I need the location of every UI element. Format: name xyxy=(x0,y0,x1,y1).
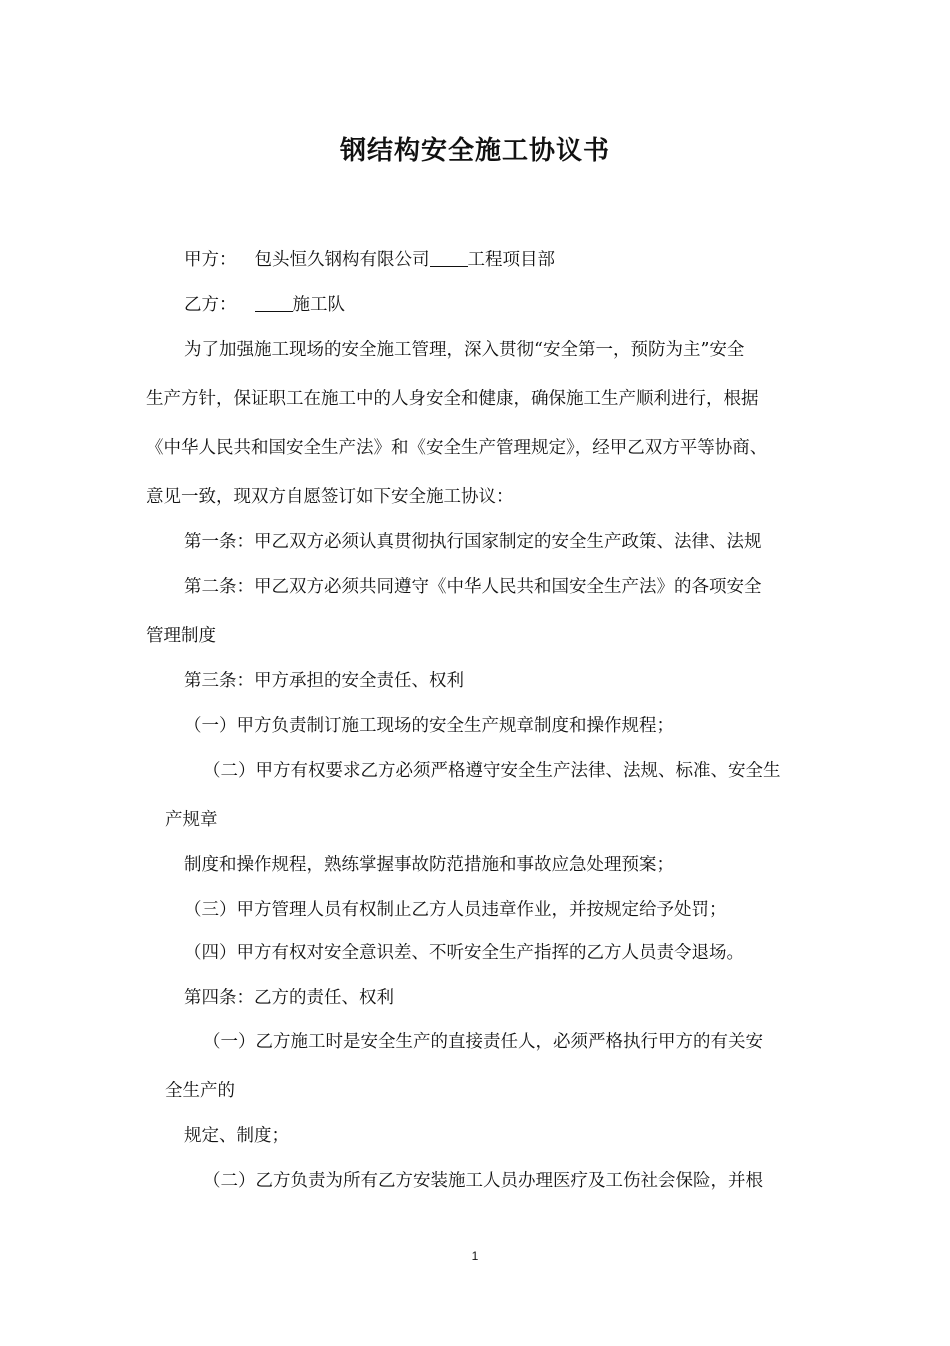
article-3-heading: 第三条：甲方承担的安全责任、权利 xyxy=(184,671,464,691)
article-3-item-cont: 制度和操作规程，熟练掌握事故防范措施和事故应急处理预案； xyxy=(184,855,674,875)
article-4-item: （一）乙方施工时是安全生产的直接责任人，必须严格执行甲方的有关安 xyxy=(203,1032,763,1052)
party-b-line xyxy=(184,293,345,317)
party-b-suffix: 施工队 xyxy=(292,295,345,315)
party-a-name: 包头恒久钢构有限公司 xyxy=(254,250,430,270)
document-title: 钢结构安全施工协议书 xyxy=(339,136,610,166)
article-3-item: （四）甲方有权对安全意识差、不听安全生产指挥的乙方人员责令退场。 xyxy=(184,943,744,963)
party-a-line xyxy=(184,248,555,272)
page-number: 1 xyxy=(471,1249,479,1263)
article-3-item: （一）甲方负责制订施工现场的安全生产规章制度和操作规程； xyxy=(184,716,674,736)
article-4-item-cont: 全生产的 xyxy=(165,1081,235,1101)
article-1: 第一条：甲乙双方必须认真贯彻执行国家制定的安全生产政策、法律、法规 xyxy=(184,532,762,552)
article-4-heading: 第四条：乙方的责任、权利 xyxy=(184,988,394,1008)
intro-line: 意见一致，现双方自愿签订如下安全施工协议： xyxy=(146,487,514,507)
article-4-item: （二）乙方负责为所有乙方安装施工人员办理医疗及工伤社会保险，并根 xyxy=(203,1171,763,1191)
intro-line: 《中华人民共和国安全生产法》和《安全生产管理规定》，经甲乙双方平等协商、 xyxy=(146,438,768,458)
article-2-line: 第二条：甲乙双方必须共同遵守《中华人民共和国安全生产法》的各项安全 xyxy=(184,577,762,597)
party-b-label: 乙方： xyxy=(184,295,237,315)
article-3-item-cont: 产规章 xyxy=(165,810,218,830)
article-4-item-cont: 规定、制度； xyxy=(184,1126,289,1146)
party-a-suffix: 工程项目部 xyxy=(467,250,555,270)
article-2-line: 管理制度 xyxy=(146,626,216,646)
article-3-item: （三）甲方管理人员有权制止乙方人员违章作业，并按规定给予处罚； xyxy=(184,900,727,920)
party-b-blank xyxy=(255,293,293,312)
intro-line: 生产方针，保证职工在施工中的人身安全和健康，确保施工生产顺利进行，根据 xyxy=(146,389,759,409)
article-3-item: （二）甲方有权要求乙方必须严格遵守安全生产法律、法规、标准、安全生 xyxy=(203,761,781,781)
party-a-label: 甲方： xyxy=(184,250,237,270)
intro-line: 为了加强施工现场的安全施工管理，深入贯彻“安全第一，预防为主”安全 xyxy=(184,340,745,360)
party-a-blank xyxy=(430,248,468,267)
